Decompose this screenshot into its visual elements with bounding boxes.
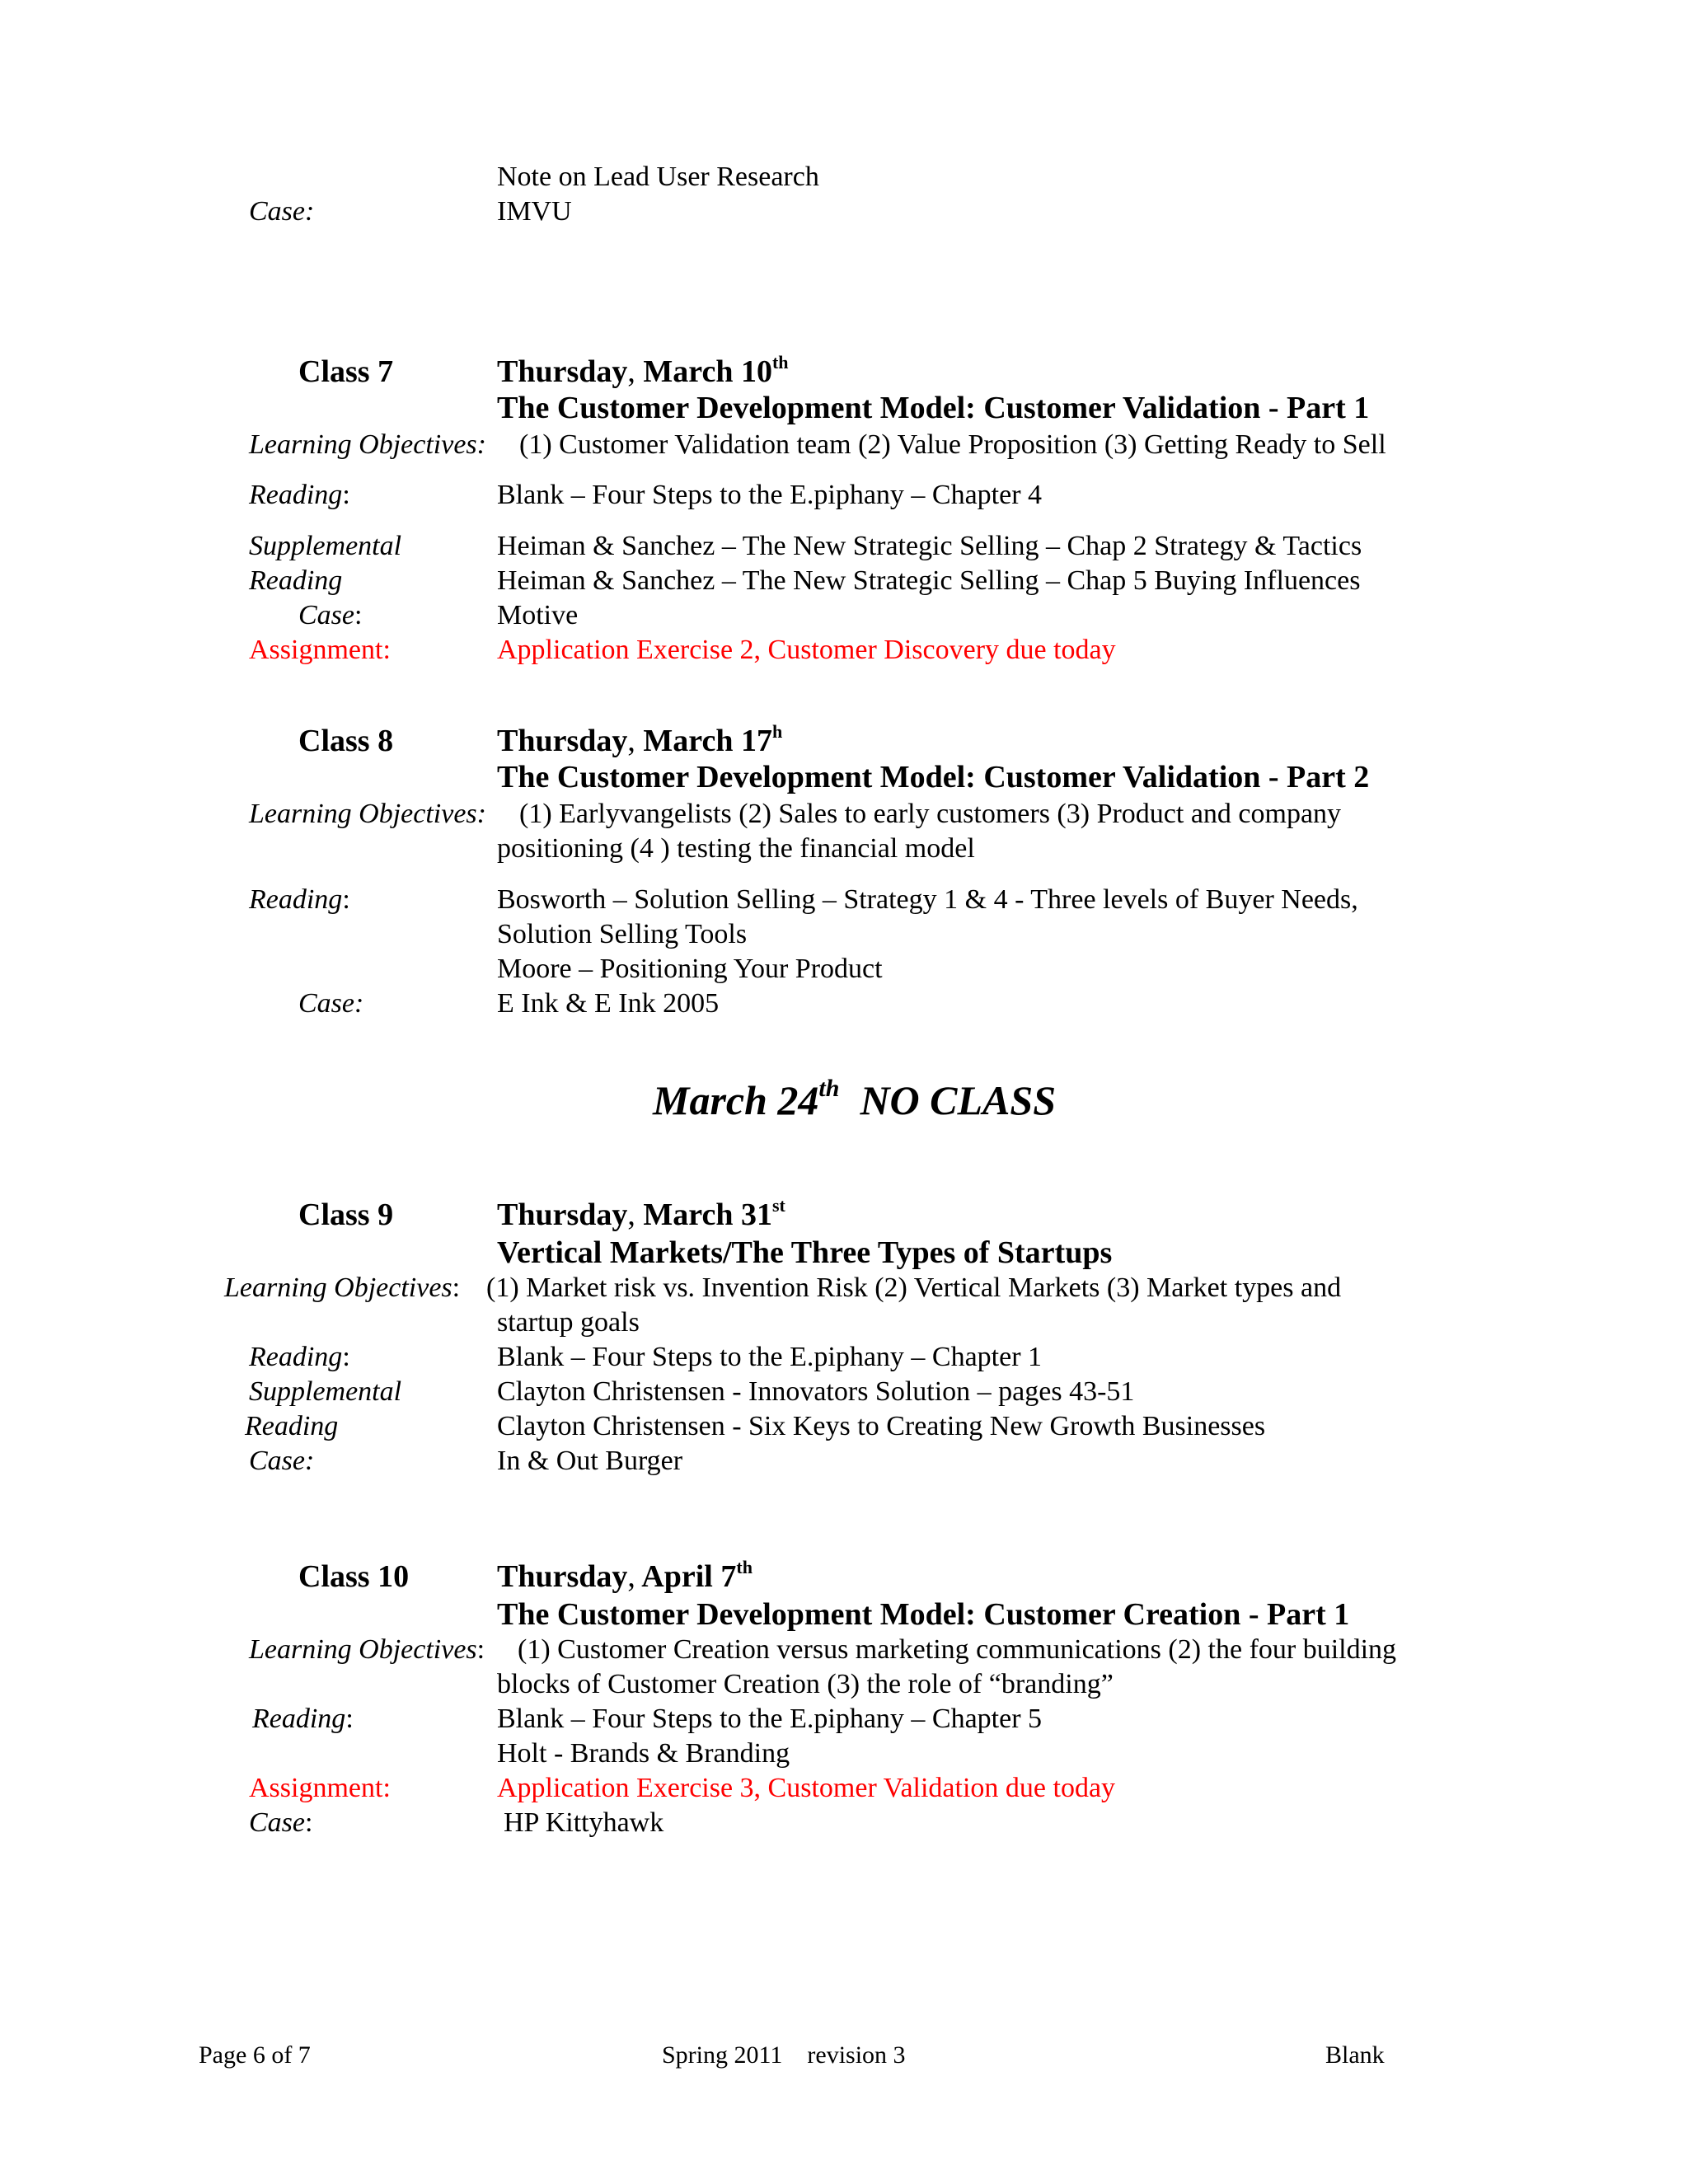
supplemental-reading-1: Clayton Christensen - Innovators Solution – pages 43-51: [497, 1376, 1135, 1407]
class-7-label: Class 7: [298, 354, 394, 389]
reading-label: Reading:: [249, 1342, 350, 1372]
class-10-label: Class 10: [298, 1559, 410, 1594]
reading-value: Blank – Four Steps to the E.piphany – Chapter 1: [497, 1342, 1043, 1372]
assignment-label: Assignment:: [249, 635, 391, 665]
class-8-title: The Customer Development Model: Customer Validation - Part 2: [497, 760, 1370, 794]
case-value: HP Kittyhawk: [504, 1807, 664, 1838]
case-value: E Ink & E Ink 2005: [497, 988, 720, 1019]
supplemental-reading-2: Clayton Christensen - Six Keys to Creating New Growth Businesses: [497, 1411, 1266, 1441]
case-label: Case:: [249, 1446, 315, 1476]
class-7-date: Thursday, March 10th: [497, 352, 789, 389]
case-label: Case:: [249, 1807, 313, 1838]
case-label: Case:: [249, 196, 315, 227]
class-9-date: Thursday, March 31st: [497, 1195, 785, 1232]
supplemental-label-reading: Reading: [249, 565, 343, 596]
supplemental-reading-2: Heiman & Sanchez – The New Strategic Selling – Chap 5 Buying Influences: [497, 565, 1361, 596]
supplemental-label: Supplemental: [249, 1376, 402, 1407]
reading-value-2: Holt - Brands & Branding: [497, 1738, 790, 1769]
class-8-date: Thursday, March 17$^h$: [497, 721, 783, 758]
footer-term: Spring 2011 revision 3: [662, 2041, 906, 2069]
learning-objectives-label: Learning Objectives:: [249, 799, 486, 829]
case-value: IMVU: [497, 196, 572, 227]
supplemental-reading-1: Heiman & Sanchez – The New Strategic Selling – Chap 2 Strategy & Tactics: [497, 531, 1362, 561]
supplemental-label-reading: Reading: [245, 1411, 339, 1441]
reading-label: Reading:: [249, 884, 350, 915]
reading-value-1: Bosworth – Solution Selling – Strategy 1 & 4 - Three levels of Buyer Needs,: [497, 884, 1358, 915]
class-9-title: Vertical Markets/The Three Types of Startups: [497, 1235, 1113, 1270]
learning-objectives-text: (1) Earlyvangelists (2) Sales to early customers (3) Product and company: [519, 799, 1342, 829]
case-value: In & Out Burger: [497, 1446, 683, 1476]
learning-objectives-label: Learning Objectives:: [224, 1272, 461, 1303]
reading-label: Reading:: [249, 480, 350, 510]
assignment-label: Assignment:: [249, 1773, 391, 1803]
footer-page-number: Page 6 of 7: [199, 2041, 311, 2069]
reading-value-1: Blank – Four Steps to the E.piphany – Chapter 5: [497, 1704, 1043, 1734]
supplemental-label: Supplemental: [249, 531, 402, 561]
assignment-value: Application Exercise 3, Customer Validation due today: [497, 1773, 1116, 1803]
learning-objectives-text: (1) Market risk vs. Invention Risk (2) Vertical Markets (3) Market types and: [486, 1272, 1342, 1303]
learning-objectives-text: (1) Customer Validation team (2) Value Proposition (3) Getting Ready to Sell: [519, 429, 1386, 460]
class-8-label: Class 8: [298, 724, 394, 758]
no-class-notice: March 24th NO CLASS: [653, 1075, 1057, 1123]
reading-value-3: Moore – Positioning Your Product: [497, 954, 883, 984]
learning-objectives-text-cont: blocks of Customer Creation (3) the role of “branding”: [497, 1669, 1114, 1699]
reading-continuation: Note on Lead User Research: [497, 162, 819, 192]
learning-objectives-text-cont: positioning (4 ) testing the financial model: [497, 833, 975, 864]
learning-objectives-label: Learning Objectives:: [249, 429, 486, 460]
class-10-title: The Customer Development Model: Customer Creation - Part 1: [497, 1597, 1350, 1632]
case-label: Case:: [298, 988, 364, 1019]
learning-objectives-text: (1) Customer Creation versus marketing communications (2) the four building: [518, 1634, 1397, 1665]
learning-objectives-label: Learning Objectives:: [249, 1634, 485, 1665]
footer-author: Blank: [1325, 2041, 1385, 2069]
case-label: Case:: [298, 600, 363, 630]
reading-label: Reading:: [252, 1704, 354, 1734]
assignment-value: Application Exercise 2, Customer Discovery due today: [497, 635, 1116, 665]
class-7-title: The Customer Development Model: Customer Validation - Part 1: [497, 391, 1370, 425]
class-10-date: Thursday, April 7th: [497, 1557, 753, 1594]
reading-value: Blank – Four Steps to the E.piphany – Chapter 4: [497, 480, 1043, 510]
class-9-label: Class 9: [298, 1197, 394, 1232]
reading-value-2: Solution Selling Tools: [497, 919, 748, 949]
case-value: Motive: [497, 600, 579, 630]
learning-objectives-text-cont: startup goals: [497, 1307, 640, 1338]
